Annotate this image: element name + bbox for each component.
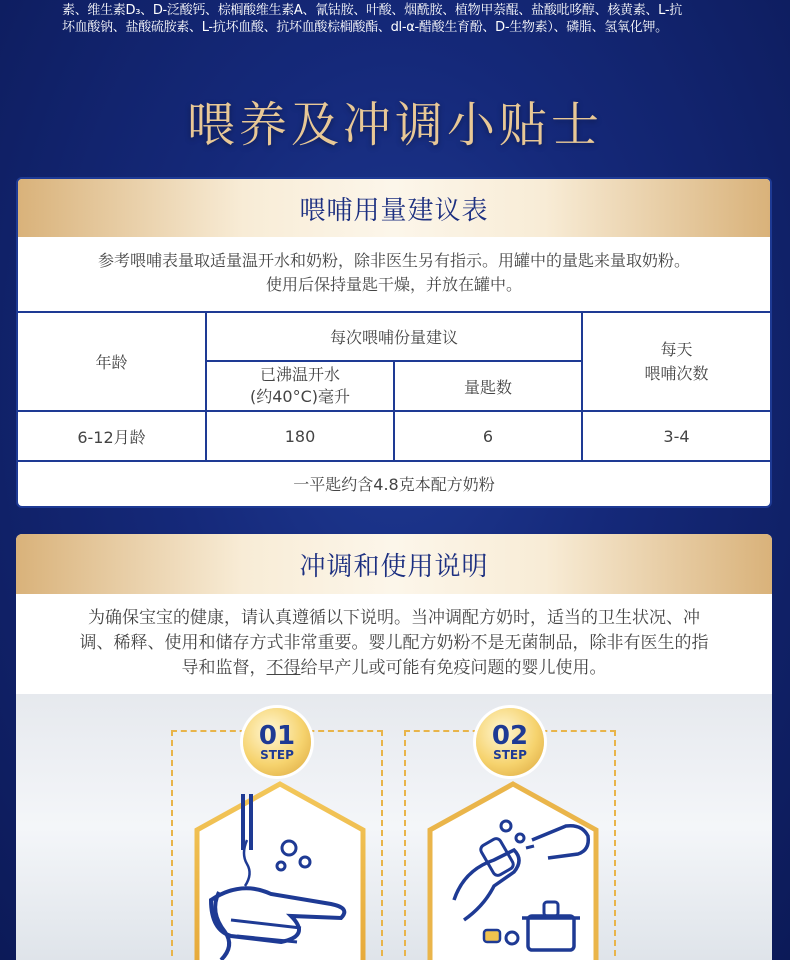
feeding-table-card (16, 177, 772, 508)
feeding-table (18, 313, 770, 462)
cell-daily: 3-4 (582, 411, 770, 461)
header-daily-line: 每天 (660, 339, 693, 359)
ingredients-line: 素、维生素D₃、D-泛酸钙、棕榈酸维生素A、氰钴胺、叶酸、烟酰胺、植物甲萘醌、盐酸吡哆醇、核黄素、L-抗 (62, 3, 682, 18)
step-card-2 (404, 720, 616, 960)
feeding-table-title: 喂哺用量建议表 (18, 179, 770, 237)
step-card-1 (171, 720, 383, 960)
instructions-emphasis: 不得 (266, 658, 301, 678)
sterilize-bottle-icon (424, 780, 602, 960)
feeding-intro-line: 使用后保持量匙干燥，并放在罐中。 (265, 275, 522, 294)
step-number: 02 (491, 720, 529, 751)
instructions-text (16, 594, 772, 681)
feeding-footnote: 一平匙约含4.8克本配方奶粉 (293, 475, 495, 494)
header-age: 年龄 (18, 313, 206, 411)
cell-scoops: 6 (394, 411, 582, 461)
instructions-line (38, 656, 750, 681)
step-word: STEP (493, 747, 527, 762)
header-per-feed: 每次喂哺份量建议 (206, 313, 582, 361)
header-daily-line: 喂哺次数 (644, 363, 709, 383)
header-water-line: 已沸温开水 (259, 365, 340, 384)
ingredients-line: 坏血酸钠、盐酸硫胺素、L-抗坏血酸、抗坏血酸棕榈酸酯、dl-α-醋酸生育酚、D-生物素）、磷脂、氢氧化钾。 (62, 20, 668, 35)
step-number: 01 (258, 720, 296, 751)
feeding-intro-line: 参考喂哺表量取适量温开水和奶粉，除非医生另有指示。用罐中的量匙来量取奶粉。 (97, 251, 690, 270)
section-title: 喂养及冲调小贴士 (186, 97, 603, 153)
instructions-line: 调、稀释、使用和储存方式非常重要。婴儿配方奶粉不是无菌制品，除非有医生的指 (79, 633, 709, 653)
step-badge (243, 708, 311, 776)
wash-hands-icon (191, 780, 369, 960)
header-water-line: (约40°C)毫升 (249, 387, 351, 406)
step-word: STEP (260, 747, 294, 762)
instructions-text-part: 导和监督， (181, 658, 267, 678)
step-badge (476, 708, 544, 776)
cell-water: 180 (206, 411, 394, 461)
instructions-text-part: 给早产儿或可能有免疫问题的婴儿使用。 (300, 658, 607, 678)
header-water (206, 361, 394, 411)
ingredients-list (62, 2, 742, 36)
steps-area (16, 694, 772, 960)
header-daily (582, 313, 770, 411)
feeding-intro (18, 237, 770, 313)
cell-age: 6-12月龄 (18, 411, 206, 461)
instructions-card (16, 534, 772, 694)
instructions-line: 为确保宝宝的健康，请认真遵循以下说明。当冲调配方奶时，适当的卫生状况、冲 (88, 608, 700, 628)
header-scoops: 量匙数 (394, 361, 582, 411)
instructions-title: 冲调和使用说明 (16, 534, 772, 594)
